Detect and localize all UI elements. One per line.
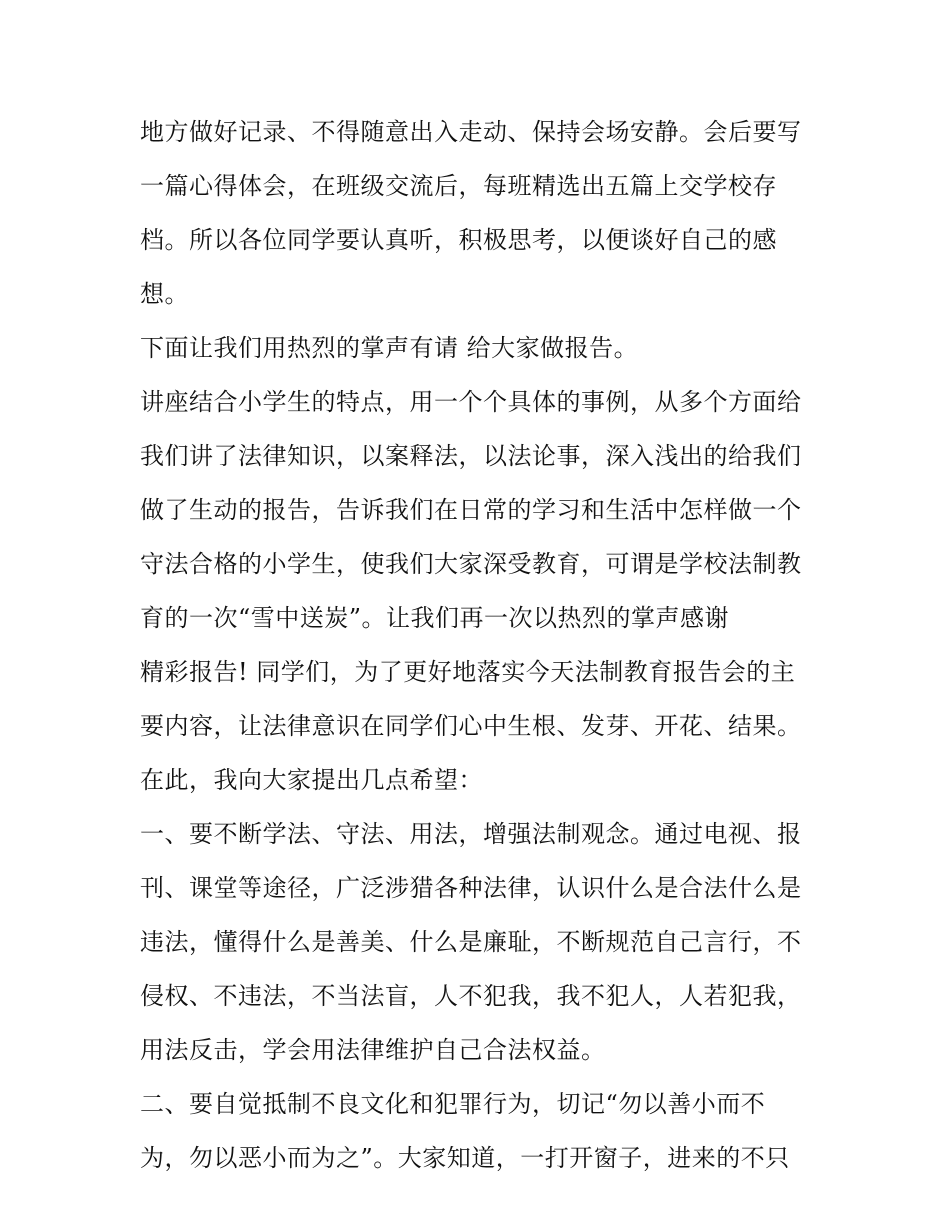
text-line: 在此，我向大家提出几点希望： — [140, 766, 483, 794]
text-line: 违法，懂得什么是善美、什么是廉耻，不断规范自己言行，不 — [140, 928, 802, 956]
text-line: 守法合格的小学生，使我们大家深受教育，可谓是学校法制教 — [140, 550, 802, 578]
text-line: 做了生动的报告，告诉我们在日常的学习和生活中怎样做一个 — [140, 496, 802, 524]
text-line: 育的一次“雪中送炭”。让我们再一次以热烈的掌声感谢 — [140, 604, 730, 632]
text-line: 一篇心得体会，在班级交流后，每班精选出五篇上交学校存 — [140, 172, 777, 200]
text-line: 地方做好记录、不得随意出入走动、保持会场安静。会后要写 — [140, 118, 802, 146]
text-line: 档。所以各位同学要认真听，积极思考，以便谈好自己的感 — [140, 226, 777, 254]
text-line: 想。 — [140, 280, 189, 308]
text-line: 要内容，让法律意识在同学们心中生根、发芽、开花、结果。 — [140, 712, 802, 740]
text-line: 讲座结合小学生的特点，用一个个具体的事例，从多个方面给 — [140, 388, 802, 416]
body-text — [140, 105, 820, 1185]
text-line: 侵权、不违法，不当法盲，人不犯我，我不犯人，人若犯我， — [140, 982, 802, 1010]
text-line: 精彩报告! 同学们，为了更好地落实今天法制教育报告会的主 — [140, 658, 796, 686]
text-line: 下面让我们用热烈的掌声有请 给大家做报告。 — [140, 334, 639, 362]
text-line: 用法反击，学会用法律维护自己合法权益。 — [140, 1036, 606, 1064]
text-line: 一、要不断学法、守法、用法，增强法制观念。通过电视、报 — [140, 820, 802, 848]
text-line: 我们讲了法律知识，以案释法，以法论事，深入浅出的给我们 — [140, 442, 802, 470]
text-line: 为，勿以恶小而为之”。大家知道，一打开窗子，进来的不只 — [140, 1144, 790, 1172]
text-line: 刊、课堂等途径，广泛涉猎各种法律，认识什么是合法什么是 — [140, 874, 802, 902]
text-line: 二、要自觉抵制不良文化和犯罪行为，切记“勿以善小而不 — [140, 1090, 766, 1118]
